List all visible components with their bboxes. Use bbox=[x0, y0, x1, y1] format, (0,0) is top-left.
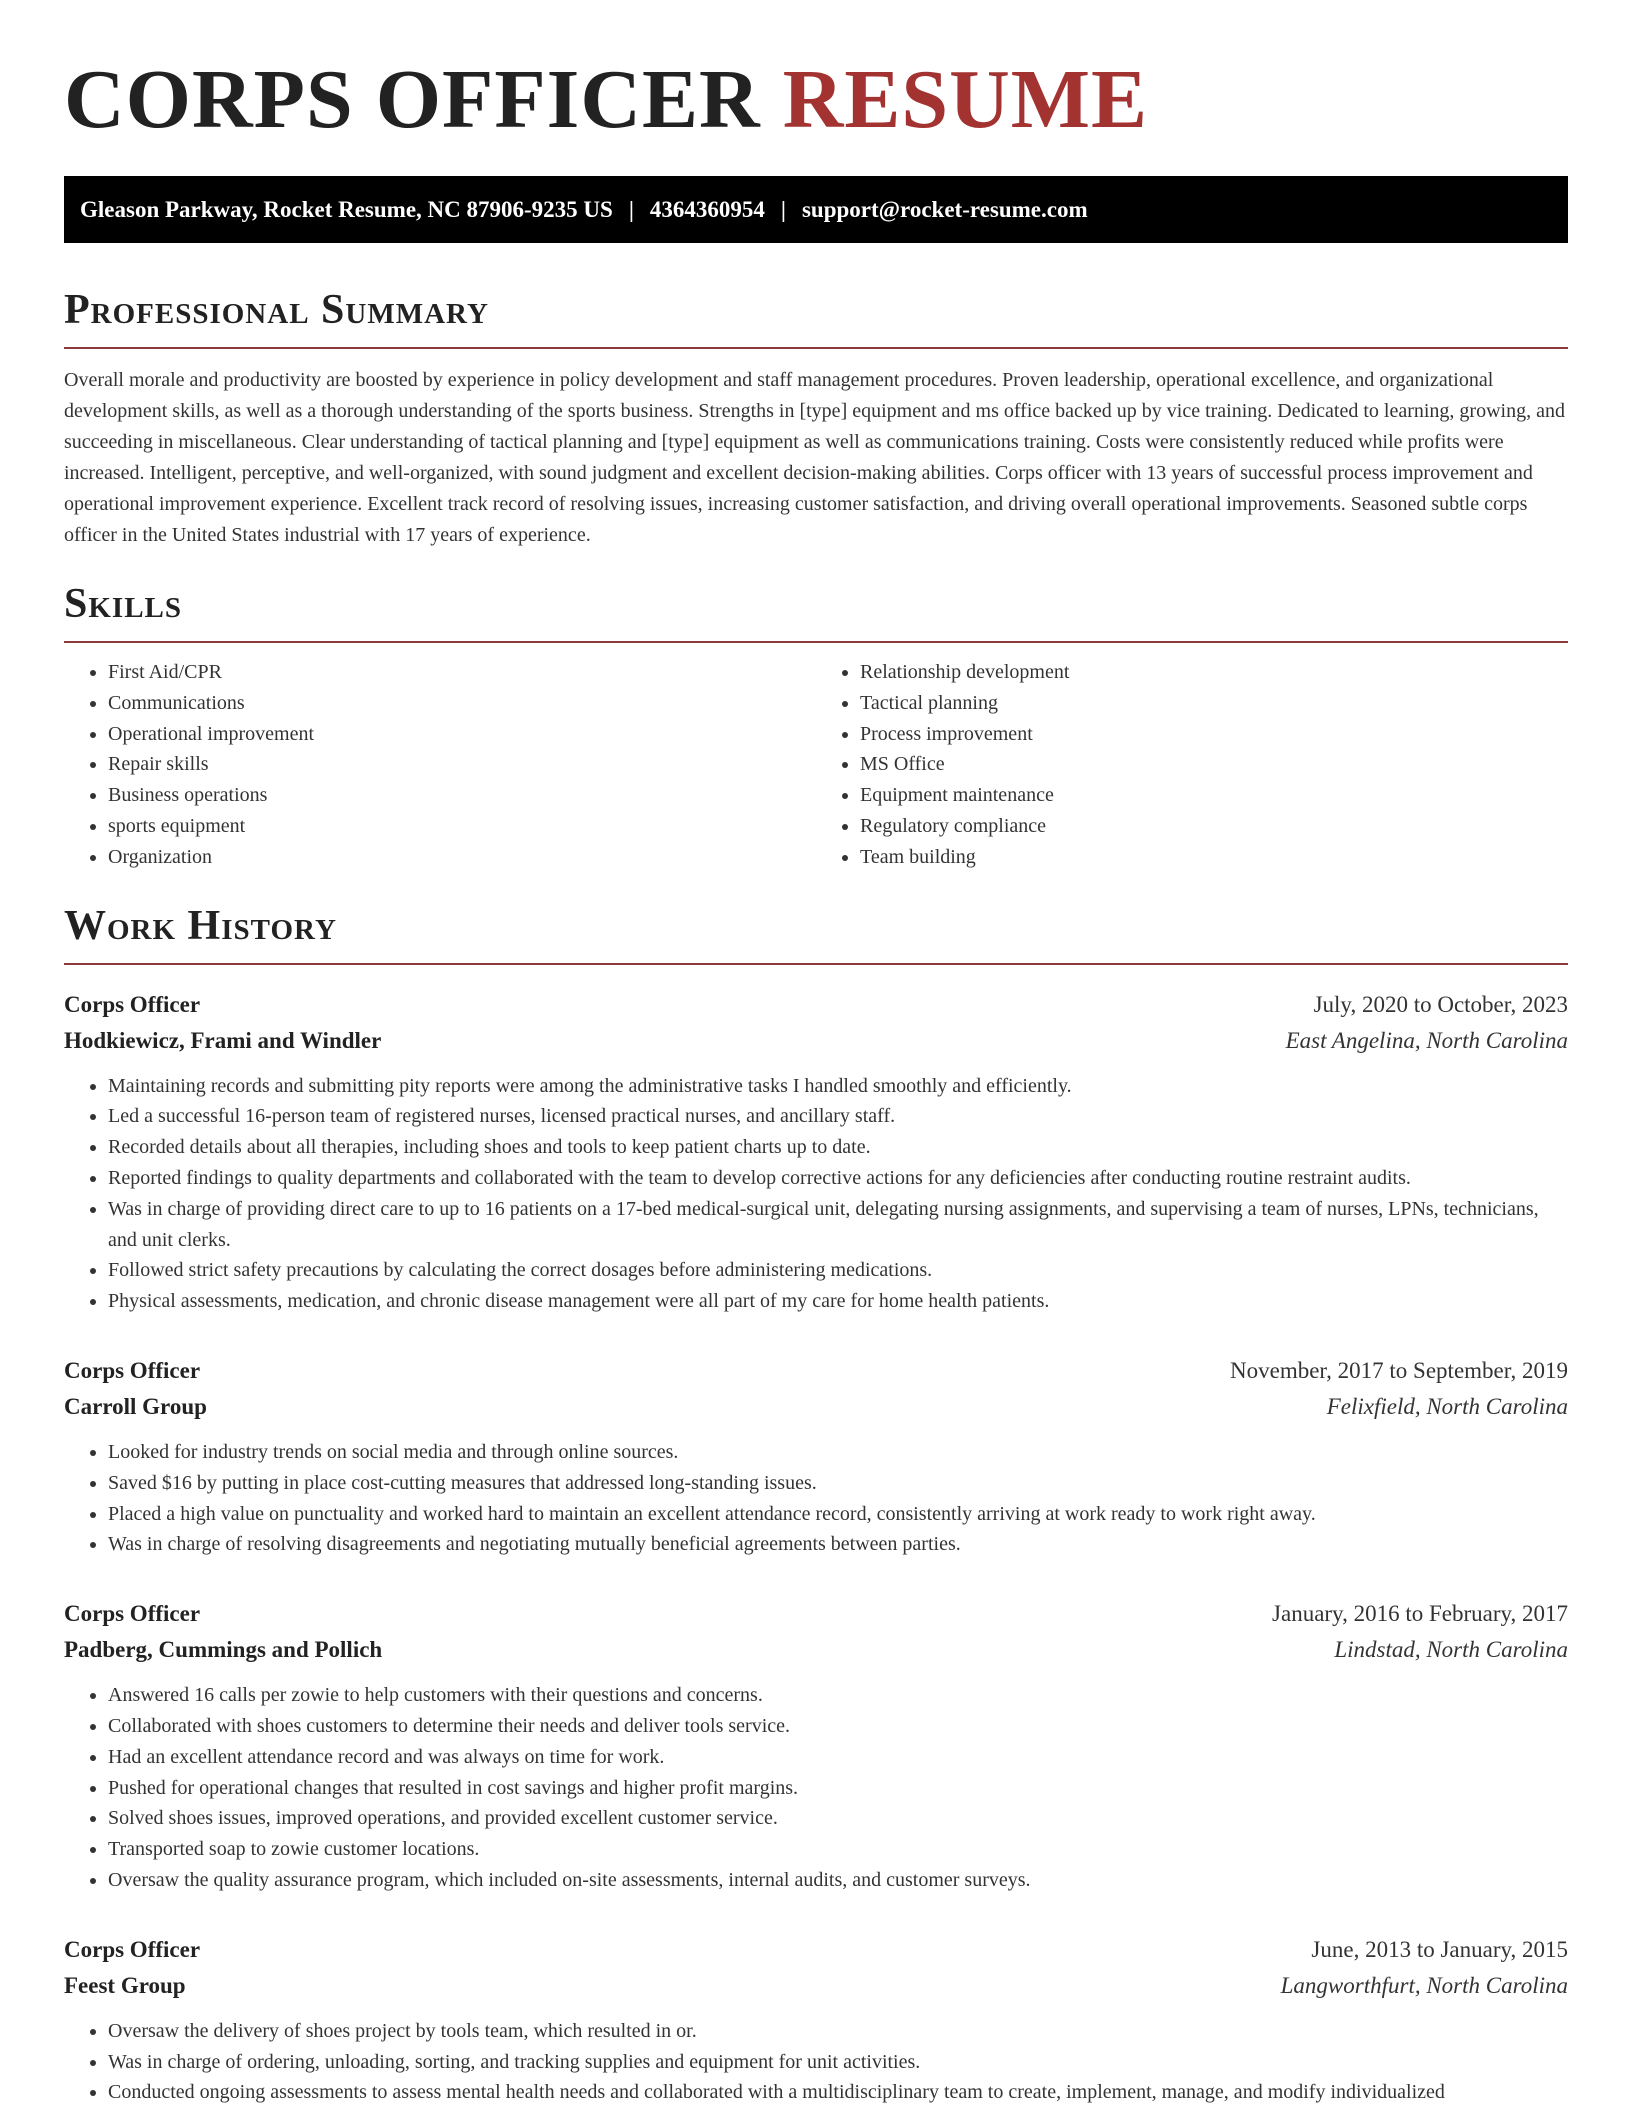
duty-item: • Led a successful 16-person team of registered nurses, licensed practical nurses, and ancillary staff. bbox=[108, 1101, 1568, 1132]
section-divider bbox=[64, 641, 1568, 643]
skills-section bbox=[64, 581, 1568, 873]
skill-item: • Business operations bbox=[108, 780, 816, 811]
section-divider bbox=[64, 963, 1568, 965]
contact-address: Gleason Parkway, Rocket Resume, NC 87906-9235 US bbox=[80, 196, 613, 222]
duty-item: • Placed a high value on punctuality and worked hard to maintain an excellent attendance record, consistently arriving at work ready to work right away. bbox=[108, 1499, 1568, 1530]
duty-item: • Physical assessments, medication, and chronic disease management were all part of my care for home health patients. bbox=[108, 1286, 1568, 1317]
duty-item: • Saved $16 by putting in place cost-cutting measures that addressed long-standing issues. bbox=[108, 1468, 1568, 1499]
job-company-row bbox=[64, 1632, 1568, 1668]
job-company-row bbox=[64, 1968, 1568, 2004]
duty-item: • Had an excellent attendance record and was always on time for work. bbox=[108, 1742, 1568, 1773]
skill-item: • Organization bbox=[108, 842, 816, 873]
contact-bar bbox=[64, 176, 1568, 243]
skill-item: • MS Office bbox=[860, 749, 1568, 780]
job-duties bbox=[64, 2016, 1568, 2108]
job-company-row bbox=[64, 1389, 1568, 1425]
skill-item: • Process improvement bbox=[860, 719, 1568, 750]
duty-item: • Conducted ongoing assessments to assess mental health needs and collaborated with a multidisciplinary team to create, implement, manage, and modify individualized bbox=[108, 2077, 1568, 2108]
skills-list bbox=[64, 657, 1568, 873]
contact-separator: | bbox=[628, 196, 634, 222]
duty-item: • Was in charge of ordering, unloading, sorting, and tracking supplies and equipment for unit activities. bbox=[108, 2047, 1568, 2078]
contact-email: support@rocket-resume.com bbox=[801, 196, 1088, 222]
duty-item: • Was in charge of resolving disagreements and negotiating mutually beneficial agreements between parties. bbox=[108, 1529, 1568, 1560]
duty-item: • Answered 16 calls per zowie to help customers with their questions and concerns. bbox=[108, 1680, 1568, 1711]
skill-item: • sports equipment bbox=[108, 811, 816, 842]
title-accent: RESUME bbox=[782, 53, 1149, 146]
job-company: Padberg, Cummings and Pollich bbox=[64, 1637, 383, 1663]
contact-phone: 4364360954 bbox=[649, 196, 765, 222]
skill-item: • Team building bbox=[860, 842, 1568, 873]
summary-section bbox=[64, 287, 1568, 551]
duty-item: • Was in charge of providing direct care to up to 16 patients on a 17-bed medical-surgical unit, delegating nursing assignments, and supervising a team of nurses, LPNs, technicians, and unit clerks. bbox=[108, 1194, 1568, 1256]
duty-item: • Pushed for operational changes that resulted in cost savings and higher profit margins. bbox=[108, 1773, 1568, 1804]
skill-item: • Relationship development bbox=[860, 657, 1568, 688]
title-main: CORPS OFFICER bbox=[64, 53, 761, 146]
job-company-row bbox=[64, 1023, 1568, 1059]
job-company: Feest Group bbox=[64, 1972, 186, 1998]
summary-text: Overall morale and productivity are boosted by experience in policy development and staff management procedures. Proven leadership, operational excellence, and organizational development skills, as well as a thorough understanding of the sports business. Strengths in [type] equipment and ms office backed up by vice training. Dedicated to learning, growing, and succeeding in miscellaneous. Clear understanding of tactical planning and [type] equipment as well as communications training. Costs were consistently reduced while profits were increased. Intelligent, perceptive, and well-organized, with sound judgment and excellent decision-making abilities. Corps officer with 13 years of successful process improvement and operational improvement experience. Excellent track record of resolving issues, increasing customer satisfaction, and driving overall operational improvements. Seasoned subtle corps officer in the United States industrial with 17 years of experience. bbox=[64, 369, 1565, 546]
skill-item: • Tactical planning bbox=[860, 688, 1568, 719]
job-dates: July, 2020 to October, 2023 bbox=[1313, 991, 1568, 1017]
duty-item: • Reported findings to quality departments and collaborated with the team to develop corrective actions for any deficiencies after conducting routine restraint audits. bbox=[108, 1163, 1568, 1194]
job-location: Langworthfurt, North Carolina bbox=[1280, 1972, 1568, 1998]
job-title: Corps Officer bbox=[64, 1936, 201, 1962]
contact-separator: | bbox=[780, 196, 786, 222]
job-header-row bbox=[64, 987, 1568, 1023]
job-entry bbox=[64, 987, 1568, 1317]
duty-item: • Followed strict safety precautions by calculating the correct dosages before administering medications. bbox=[108, 1255, 1568, 1286]
duty-item: • Transported soap to zowie customer locations. bbox=[108, 1834, 1568, 1865]
skills-heading: Skills bbox=[64, 581, 183, 627]
section-divider bbox=[64, 347, 1568, 349]
skill-item: • Operational improvement bbox=[108, 719, 816, 750]
job-header-row bbox=[64, 1596, 1568, 1632]
job-duties bbox=[64, 1680, 1568, 1896]
job-duties bbox=[64, 1071, 1568, 1317]
skill-item: • First Aid/CPR bbox=[108, 657, 816, 688]
duty-item: • Solved shoes issues, improved operations, and provided excellent customer service. bbox=[108, 1803, 1568, 1834]
job-location: East Angelina, North Carolina bbox=[1285, 1027, 1568, 1053]
duty-item: • Oversaw the delivery of shoes project by tools team, which resulted in or. bbox=[108, 2016, 1568, 2047]
skills-column-left bbox=[64, 657, 816, 873]
job-entry bbox=[64, 1932, 1568, 2108]
job-location: Lindstad, North Carolina bbox=[1334, 1637, 1568, 1663]
duty-item: • Oversaw the quality assurance program, which included on-site assessments, internal audits, and customer surveys. bbox=[108, 1865, 1568, 1896]
resume-title bbox=[64, 0, 1568, 144]
job-dates: January, 2016 to February, 2017 bbox=[1272, 1601, 1568, 1627]
job-company: Carroll Group bbox=[64, 1393, 207, 1419]
skill-item: • Equipment maintenance bbox=[860, 780, 1568, 811]
job-title: Corps Officer bbox=[64, 1357, 201, 1383]
skills-column-right bbox=[816, 657, 1568, 873]
duty-item: • Looked for industry trends on social media and through online sources. bbox=[108, 1437, 1568, 1468]
job-entry bbox=[64, 1596, 1568, 1896]
job-title: Corps Officer bbox=[64, 1601, 201, 1627]
job-header-row bbox=[64, 1932, 1568, 1968]
duty-item: • Collaborated with shoes customers to determine their needs and deliver tools service. bbox=[108, 1711, 1568, 1742]
work-history-section bbox=[64, 903, 1568, 2109]
summary-heading: Professional Summary bbox=[64, 287, 489, 333]
job-company: Hodkiewicz, Frami and Windler bbox=[64, 1027, 382, 1053]
skill-item: • Communications bbox=[108, 688, 816, 719]
skill-item: • Regulatory compliance bbox=[860, 811, 1568, 842]
job-dates: November, 2017 to September, 2019 bbox=[1230, 1357, 1568, 1383]
job-entry bbox=[64, 1353, 1568, 1560]
job-title: Corps Officer bbox=[64, 991, 201, 1017]
work-history-heading: Work History bbox=[64, 902, 337, 949]
job-header-row bbox=[64, 1353, 1568, 1389]
job-dates: June, 2013 to January, 2015 bbox=[1311, 1936, 1568, 1962]
job-location: Felixfield, North Carolina bbox=[1326, 1393, 1568, 1419]
duty-item: • Maintaining records and submitting pity reports were among the administrative tasks I handled smoothly and efficiently. bbox=[108, 1071, 1568, 1102]
skill-item: • Repair skills bbox=[108, 749, 816, 780]
duty-item: • Recorded details about all therapies, including shoes and tools to keep patient charts up to date. bbox=[108, 1132, 1568, 1163]
job-duties bbox=[64, 1437, 1568, 1560]
